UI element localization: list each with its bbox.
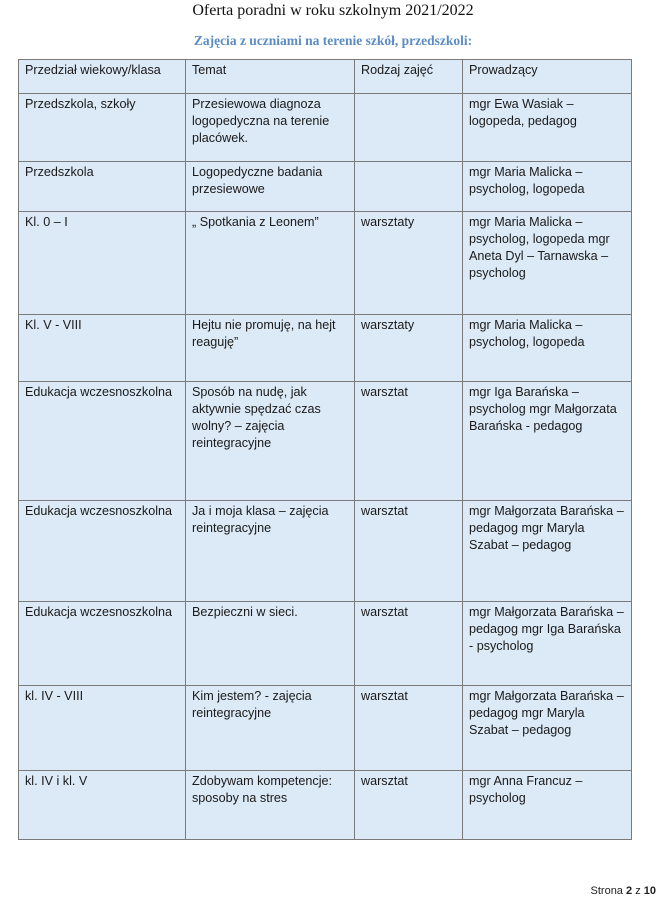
page-of: z — [635, 885, 641, 897]
cell-age: Edukacja wczesnoszkolna — [19, 382, 186, 501]
offer-table — [18, 59, 632, 840]
header-type: Rodzaj zajęć — [355, 60, 463, 94]
cell-type — [355, 94, 463, 162]
cell-topic: Hejtu nie promuję, na hejt reaguję” — [186, 315, 355, 382]
table-row — [19, 771, 632, 840]
cell-lead: mgr Małgorzata Barańska – pedagog mgr Maryla Szabat – pedagog — [463, 686, 632, 771]
header-age: Przedział wiekowy/klasa — [19, 60, 186, 94]
header-lead: Prowadzący — [463, 60, 632, 94]
page-footer — [591, 885, 656, 897]
cell-lead: mgr Anna Francuz – psycholog — [463, 771, 632, 840]
cell-age: Edukacja wczesnoszkolna — [19, 602, 186, 686]
cell-lead: mgr Iga Barańska – psycholog mgr Małgorzata Barańska - pedagog — [463, 382, 632, 501]
section-subtitle: Zajęcia z uczniami na terenie szkół, przedszkoli: — [193, 33, 473, 48]
cell-topic: Bezpieczni w sieci. — [186, 602, 355, 686]
cell-topic: Logopedyczne badania przesiewowe — [186, 162, 355, 212]
cell-age: Przedszkola, szkoły — [19, 94, 186, 162]
page-total: 10 — [643, 885, 656, 897]
header-topic: Temat — [186, 60, 355, 94]
cell-type: warsztat — [355, 771, 463, 840]
cell-topic: „ Spotkania z Leonem” — [186, 212, 355, 315]
cell-lead: mgr Maria Malicka – psycholog, logopeda — [463, 315, 632, 382]
cell-lead: mgr Ewa Wasiak – logopeda, pedagog — [463, 94, 632, 162]
document-title: Oferta poradni w roku szkolnym 2021/2022 — [192, 2, 474, 19]
table-row — [19, 94, 632, 162]
cell-lead: mgr Maria Malicka – psycholog, logopeda mgr Aneta Dyl – Tarnawska – psycholog — [463, 212, 632, 315]
cell-topic: Zdobywam kompetencje: sposoby na stres — [186, 771, 355, 840]
cell-lead: mgr Małgorzata Barańska – pedagog mgr Iga Barańska - psycholog — [463, 602, 632, 686]
cell-topic: Ja i moja klasa – zajęcia reintegracyjne — [186, 501, 355, 602]
cell-topic: Kim jestem? - zajęcia reintegracyjne — [186, 686, 355, 771]
cell-type: warsztat — [355, 686, 463, 771]
cell-topic: Sposób na nudę, jak aktywnie spędzać czas wolny? – zajęcia reintegracyjne — [186, 382, 355, 501]
cell-type: warsztat — [355, 501, 463, 602]
page-current: 2 — [626, 885, 633, 897]
cell-age: Kl. 0 – I — [19, 212, 186, 315]
cell-age: kl. IV - VIII — [19, 686, 186, 771]
page-word: Strona — [590, 885, 623, 897]
cell-type: warsztaty — [355, 212, 463, 315]
cell-type — [355, 162, 463, 212]
table-row — [19, 212, 632, 315]
table-row — [19, 602, 632, 686]
table-row — [19, 501, 632, 602]
cell-type: warsztat — [355, 602, 463, 686]
table-row — [19, 315, 632, 382]
cell-topic: Przesiewowa diagnoza logopedyczna na terenie placówek. — [186, 94, 355, 162]
table-row — [19, 162, 632, 212]
cell-type: warsztat — [355, 382, 463, 501]
cell-age: kl. IV i kl. V — [19, 771, 186, 840]
cell-age: Przedszkola — [19, 162, 186, 212]
cell-lead: mgr Małgorzata Barańska – pedagog mgr Maryla Szabat – pedagog — [463, 501, 632, 602]
cell-lead: mgr Maria Malicka – psycholog, logopeda — [463, 162, 632, 212]
table-row — [19, 382, 632, 501]
cell-age: Edukacja wczesnoszkolna — [19, 501, 186, 602]
cell-type: warsztaty — [355, 315, 463, 382]
table-header-row — [19, 60, 632, 94]
table-row — [19, 686, 632, 771]
cell-age: Kl. V - VIII — [19, 315, 186, 382]
